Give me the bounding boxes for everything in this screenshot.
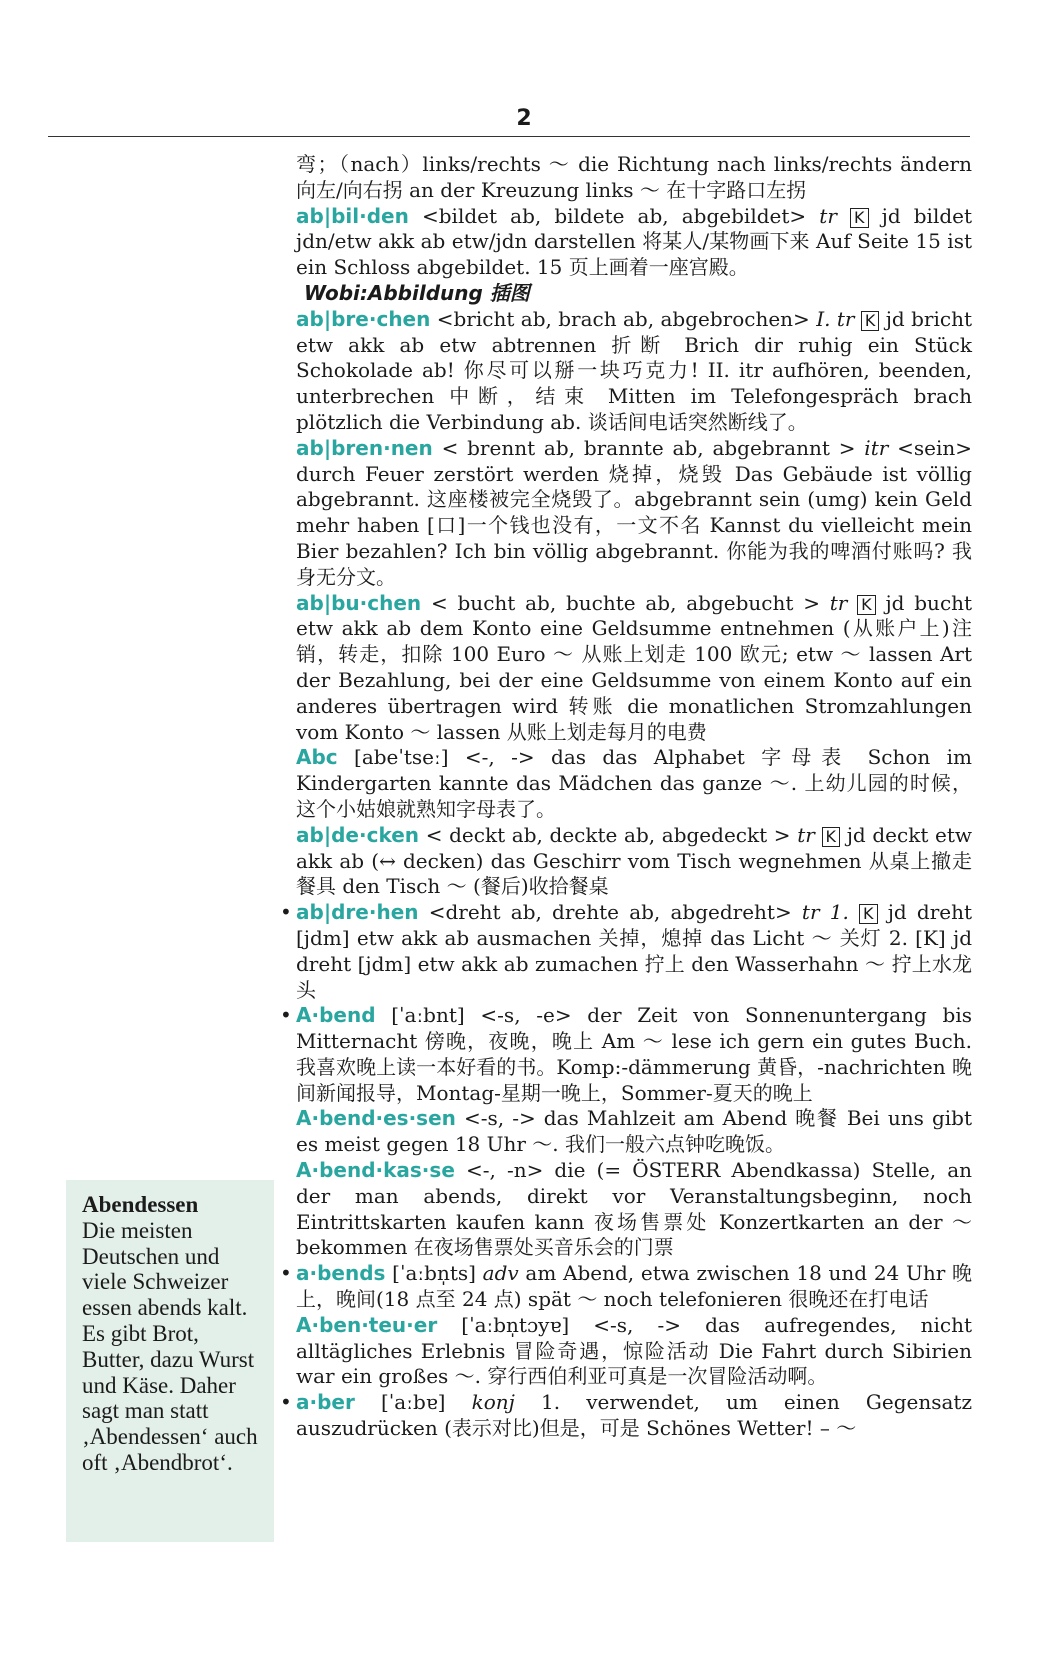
entry-headword: A·ben·teu·er	[296, 1312, 438, 1337]
entry-part-of-speech: tr 1.	[801, 900, 849, 925]
entry-grammar: <bricht ab, brach ab, abgebrochen>	[436, 306, 810, 331]
entry-grammar: <-s, -> das	[463, 1106, 579, 1131]
entry-word-family: Wobi:Abbildung 插图	[304, 280, 530, 305]
entry-definition: <sein> durch Feuer zerstört werden 烧掉，烧毁 Das Gebäude ist völlig abgebrannt. 这座楼被完全烧毁了。abgebrannt sein (umg) kein Geld mehr haben [口]一个钱也没有，一文不名 Kannst du vielleicht mein Bier bezahlen? Ich bin völlig abgebrannt. 你能为我的啤酒付账吗? 我身无分文。	[296, 435, 973, 589]
dictionary-entry	[280, 900, 973, 1003]
entry-grammar: [ˈaːbn̩ts]	[392, 1261, 476, 1286]
entry-grammar: <bildet ab, bildete ab, abgebildet>	[422, 203, 807, 228]
dictionary-entry	[296, 204, 972, 307]
entry-grammar: < bucht ab, buchte ab, abgebucht >	[430, 590, 820, 615]
entry-headword: ab|dre·hen	[296, 900, 419, 925]
dictionary-entry	[280, 1261, 973, 1313]
info-box-abendessen	[66, 1180, 274, 1542]
entry-definition: Zeit von Sonnenuntergang bis Mitternacht 傍晚，夜晚，晚上 Am ～ lese ich gern ein gutes Buch. 我喜欢晚上读一本好看的书。Komp:-dämmerung 黄昏，-nachrichten 晚间新闻报导，Montag-星期一晚上，Sommer-夏天的晚上	[296, 1003, 973, 1105]
entry-definition: das Alphabet 字母表 Schon im Kindergarten kannte das Mädchen das ganze ～. 上幼儿园的时候，这个小姑娘就熟知字母表了。	[296, 745, 972, 821]
entry-headword: ab|bre·chen	[296, 306, 431, 331]
dictionary-entry	[280, 1003, 973, 1106]
entry-headword: a·ber	[296, 1390, 355, 1415]
dictionary-entry	[296, 307, 972, 436]
continued-entry-text: 弯；（nach）links/rechts ～ die Richtung nach links/rechts ändern 向左/向右拐 an der Kreuzung links ～ 在十字路口左拐	[296, 152, 972, 202]
entry-definition: jd bildet jdn/etw akk ab etw/jdn darstellen 将某人/某物画下来 Auf Seite 15 ist ein Schloss abgebildet. 15 页上画着一座宫殿。	[296, 203, 973, 280]
valency-marker: K	[850, 208, 869, 228]
entry-part-of-speech: tr	[819, 203, 837, 228]
entry-grammar: <-, -n> die	[465, 1158, 586, 1183]
entry-definition: jd deckt etw akk ab (↔ decken) das Geschirr vom Tisch wegnehmen 从桌上撤走餐具 den Tisch ～ (餐后)收拾餐桌	[296, 822, 973, 899]
entry-grammar: < deckt ab, deckte ab, abgedeckt >	[425, 822, 791, 847]
valency-marker: K	[857, 595, 876, 615]
continued-entry	[296, 152, 972, 204]
entry-part-of-speech: itr	[864, 435, 889, 460]
dictionary-entry	[296, 591, 972, 746]
entry-headword: ab|bren·nen	[296, 435, 433, 460]
entry-part-of-speech: I. tr	[816, 306, 855, 331]
page-number: 2	[516, 106, 532, 131]
info-box-text: Die meisten Deutschen und viele Schweizer essen abends kalt. Es gibt Brot, Butter, dazu Wurst und Käse. Daher sagt man statt ‚Abendessen‘ auch oft ‚Abendbrot‘.	[82, 1217, 258, 1475]
entry-part-of-speech: adv	[482, 1261, 519, 1286]
entry-grammar: [abeˈtseː] <-, -> das	[354, 745, 587, 770]
entry-part-of-speech: konj	[471, 1390, 515, 1415]
entry-part-of-speech: tr	[829, 590, 848, 615]
frequency-bullet: •	[280, 1003, 292, 1028]
dictionary-entry	[296, 436, 972, 591]
dictionary-entry	[296, 745, 972, 822]
dictionary-entry	[296, 1313, 972, 1390]
entry-definition: aufregendes, nicht alltägliches Erlebnis 冒险奇遇，惊险活动 Die Fahrt durch Sibirien war ein großes ～. 穿行西伯利亚可真是一次冒险活动啊。	[296, 1312, 973, 1389]
entry-headword: ab|bu·chen	[296, 590, 422, 615]
frequency-bullet: •	[280, 900, 292, 925]
entry-part-of-speech: tr	[797, 822, 815, 847]
entry-headword: A·bend·es·sen	[296, 1106, 456, 1131]
entry-grammar: <dreht ab, drehte ab, abgedreht>	[428, 900, 792, 925]
dictionary-entry	[296, 1106, 972, 1158]
valency-marker: K	[861, 311, 880, 331]
entry-definition: am Abend, etwa zwischen 18 und 24 Uhr 晚上，晚间(18 点至 24 点) spät ～ noch telefonieren 很晚还在打电话	[296, 1261, 973, 1312]
entry-definition: jd bucht etw akk ab dem Konto eine Geldsumme entnehmen (从账户上)注销，转走，扣除 100 Euro ～ 从账上划走 100 欧元; etw ～ lassen Art der Bezahlung, bei der eine Geldsumme von einem Konto auf ein anderes übertragen wird 转账 die monatlichen Stromzahlungen vom Konto ～ lassen 从账上划走每月的电费	[296, 590, 973, 744]
entry-headword: A·bend	[296, 1003, 376, 1028]
entry-definition: 1. verwendet, um einen Gegensatz auszudrücken (表示对比)但是，可是 Schönes Wetter! – ～	[296, 1390, 972, 1441]
entry-grammar: < brennt ab, brannte ab, abgebrannt >	[441, 435, 856, 460]
frequency-bullet: •	[280, 1261, 292, 1286]
entry-definition: jd bricht etw akk ab etw abtrennen 折断 Brich dir ruhig ein Stück Schokolade ab! 你尽可以掰一块巧克力! II. itr aufhören, beenden, unterbrechen 中断，结束 Mitten im Telefongespräch brach plötzlich die Verbindung ab. 谈话间电话突然断线了。	[296, 306, 973, 434]
dictionary-entry	[296, 823, 972, 900]
entry-headword: ab|de·cken	[296, 822, 420, 847]
entry-headword: ab|bil·den	[296, 203, 409, 228]
entry-grammar: [ˈaːbnt] <-s, -e> der	[391, 1003, 622, 1028]
entry-definition: Mahlzeit am Abend 晚餐 Bei uns gibt es meist gegen 18 Uhr ～. 我们一般六点钟吃晚饭。	[296, 1106, 973, 1157]
dictionary-entry	[280, 1390, 972, 1442]
valency-marker: K	[822, 827, 841, 847]
dictionary-entry	[296, 1158, 972, 1261]
header-rule	[48, 136, 970, 137]
entry-headword: Abc	[296, 745, 338, 770]
dictionary-entries	[280, 152, 973, 1442]
valency-marker: K	[859, 904, 878, 924]
info-box-title: Abendessen	[82, 1192, 199, 1217]
entry-headword: a·bends	[296, 1261, 386, 1286]
entry-grammar: [ˈaːbɐ]	[380, 1390, 446, 1415]
entry-headword: A·bend·kas·se	[296, 1158, 455, 1183]
entry-definition: jd dreht [jdm] etw akk ab ausmachen 关掉，熄掉 das Licht ～ 关灯 2. [K] jd dreht [jdm] etw akk ab zumachen 拧上 den Wasserhahn ～ 拧上水龙头	[296, 900, 973, 1002]
entry-definition: (= ÖSTERR Abendkassa) Stelle, an der man abends, direkt vor Veranstaltungsbeginn, noch Eintrittskarten kaufen kann 夜场售票处 Konzertkarten an der ～ bekommen 在夜场售票处买音乐会的门票	[296, 1158, 973, 1260]
entry-grammar: [ˈaːbn̩tɔyɐ] <-s, -> das	[461, 1312, 741, 1337]
frequency-bullet: •	[280, 1390, 292, 1415]
